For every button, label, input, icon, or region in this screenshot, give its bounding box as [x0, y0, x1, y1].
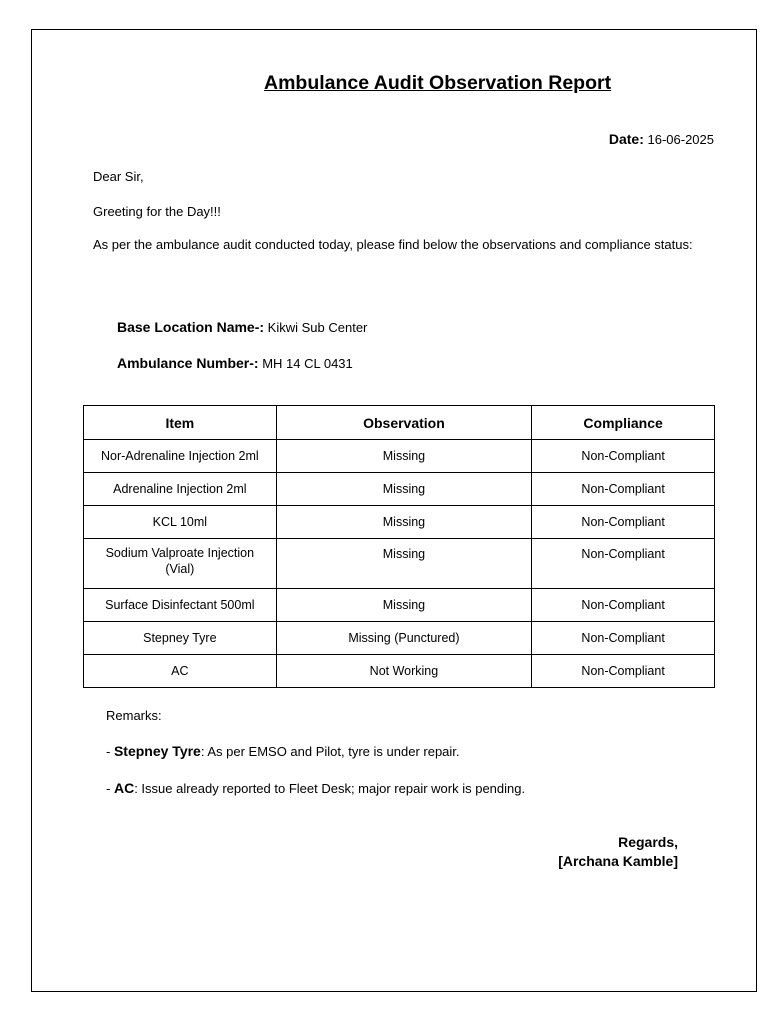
ambulance-number-value: MH 14 CL 0431: [262, 356, 353, 371]
cell-observation: Missing: [276, 589, 532, 622]
cell-observation: Missing (Punctured): [276, 622, 532, 655]
cell-item: AC: [84, 655, 277, 688]
remarks-label: Remarks:: [106, 708, 162, 723]
cell-item: Stepney Tyre: [84, 622, 277, 655]
report-date: [609, 131, 714, 147]
table-row: [84, 622, 715, 655]
remark-ac: - AC: Issue already reported to Fleet Desk; major repair work is pending.: [106, 780, 526, 796]
regards-text: Regards,: [618, 834, 678, 850]
cell-item: KCL 10ml: [84, 506, 277, 539]
document-page: [31, 29, 757, 992]
greeting: Greeting for the Day!!!: [93, 204, 221, 219]
observation-table: [83, 405, 715, 688]
cell-observation: Missing: [276, 539, 532, 589]
cell-item: Adrenaline Injection 2ml: [84, 473, 277, 506]
cell-compliance: Non-Compliant: [532, 539, 715, 589]
date-value: 16-06-2025: [647, 132, 714, 147]
date-label: Date:: [608, 131, 644, 147]
ambulance-number: [117, 355, 353, 371]
header-item: Item: [84, 406, 277, 440]
remark-key: AC: [113, 780, 135, 796]
cell-item: Surface Disinfectant 500ml: [84, 589, 277, 622]
cell-compliance: Non-Compliant: [532, 589, 715, 622]
cell-observation: Missing: [276, 506, 532, 539]
table-row: [84, 655, 715, 688]
remark-text: : As per EMSO and Pilot, tyre is under repair.: [200, 744, 460, 759]
cell-observation: Missing: [276, 473, 532, 506]
cell-compliance: Non-Compliant: [532, 655, 715, 688]
signoff: [558, 833, 678, 871]
intro-paragraph: As per the ambulance audit conducted today, please find below the observations and compliance status:: [93, 237, 693, 252]
cell-observation: Not Working: [276, 655, 532, 688]
table-row: [84, 539, 715, 589]
cell-item: Nor-Adrenaline Injection 2ml: [84, 440, 277, 473]
ambulance-number-label: Ambulance Number-:: [117, 355, 259, 371]
cell-compliance: Non-Compliant: [532, 506, 715, 539]
cell-compliance: Non-Compliant: [532, 473, 715, 506]
salutation: Dear Sir,: [93, 169, 144, 184]
cell-compliance: Non-Compliant: [532, 622, 715, 655]
cell-item: Sodium Valproate Injection (Vial): [84, 539, 277, 589]
cell-observation: Missing: [276, 440, 532, 473]
header-observation: Observation: [276, 406, 532, 440]
table-row: [84, 473, 715, 506]
signatory-name: [Archana Kamble]: [558, 853, 678, 869]
remark-text: : Issue already reported to Fleet Desk; major repair work is pending.: [134, 781, 526, 796]
header-compliance: Compliance: [532, 406, 715, 440]
table-header-row: [84, 406, 715, 440]
cell-compliance: Non-Compliant: [532, 440, 715, 473]
base-location: [117, 319, 367, 335]
remark-key: Stepney Tyre: [113, 743, 201, 759]
table-row: [84, 506, 715, 539]
table-row: [84, 440, 715, 473]
remark-stepney-tyre: - Stepney Tyre: As per EMSO and Pilot, tyre is under repair.: [106, 743, 460, 759]
table-row: [84, 589, 715, 622]
base-location-value: Kikwi Sub Center: [267, 320, 368, 335]
base-location-label: Base Location Name-:: [117, 319, 265, 335]
page-title: Ambulance Audit Observation Report: [264, 72, 612, 94]
